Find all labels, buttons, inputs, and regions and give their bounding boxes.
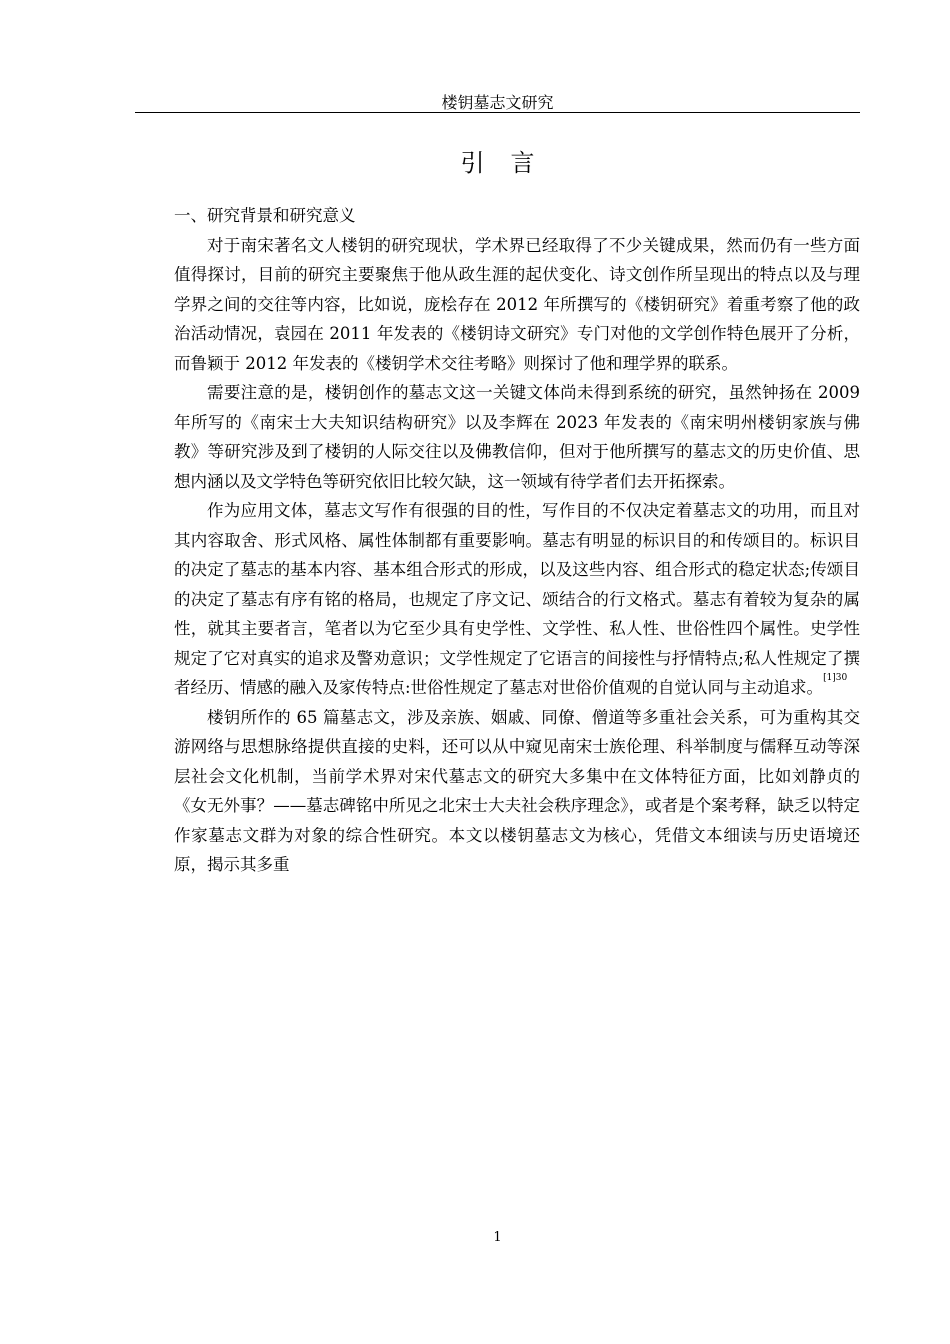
paragraph-3-text: 作为应用文体，墓志文写作有很强的目的性，写作目的不仅决定着墓志文的功用，而且对其内容取舍、形式风格、属性体制都有重要影响。墓志有明显的标识目的和传颂目的。标识目的决定了墓志的基本内容、基本组合形式的形成，以及这些内容、组合形式的稳定状态;传颂目的决定了墓志有序有铭的格局，也规定了序文记、颂结合的行文格式。墓志有着较为复杂的属性，就其主要者言，笔者以为它至少具有史学性、文学性、私人性、世俗性四个属性。史学性规定了它对真实的追求及警劝意识；文学性规定了它语言的间接性与抒情特点;私人性规定了撰者经历、情感的融入及家传特点:世俗性规定了墓志对世俗价值观的自觉认同与主动追求。 xyxy=(174,501,860,697)
body-content xyxy=(174,201,860,880)
paragraph-3 xyxy=(174,496,860,703)
header-rule xyxy=(135,112,860,113)
paragraph-1: 对于南宋著名文人楼钥的研究现状，学术界已经取得了不少关键成果，然而仍有一些方面值得探讨，目前的研究主要聚焦于他从政生涯的起伏变化、诗文创作所呈现出的特点以及与理学界之间的交往等内容，比如说，庞桧存在 2012 年所撰写的《楼钥研究》着重考察了他的政治活动情况，袁园在 2011 年发表的《楼钥诗文研究》专门对他的文学创作特色展开了分析，而鲁颖于 2012 年发表的《楼钥学术交往考略》则探讨了他和理学界的联系。 xyxy=(174,235,860,373)
paragraph-2: 需要注意的是，楼钥创作的墓志文这一关键文体尚未得到系统的研究，虽然钟扬在 2009 年所写的《南宋士大夫知识结构研究》以及李辉在 2023 年发表的《南宋明州楼钥家族与佛教》等研究涉及到了楼钥的人际交往以及佛教信仰，但对于他所撰写的墓志文的历史价值、思想内涵以及文学特色等研究依旧比较欠缺，这一领域有待学者们去开拓探索。 xyxy=(174,383,860,491)
chapter-title-char-1: 引 xyxy=(460,149,485,177)
chapter-title-char-2: 言 xyxy=(510,149,535,177)
paragraph-4: 楼钥所作的 65 篇墓志文，涉及亲族、姻戚、同僚、僧道等多重社会关系，可为重构其交游网络与思想脉络提供直接的史料，还可以从中窥见南宋士族伦理、科举制度与儒释互动等深层社会文化机制，当前学术界对宋代墓志文的研究大多集中在文体特征方面，比如刘静贞的《女无外事？——墓志碑铭中所见之北宋士大夫社会秩序理念》，或者是个案考释，缺乏以特定作家墓志文群为对象的综合性研究。本文以楼钥墓志文为核心，凭借文本细读与历史语境还原，揭示其多重 xyxy=(174,707,860,874)
chapter-title xyxy=(135,148,860,178)
citation-marker: [1]30 xyxy=(823,673,848,683)
page-number: 1 xyxy=(493,1230,502,1245)
section-heading: 一、研究背景和研究意义 xyxy=(174,206,356,225)
running-header: 楼钥墓志文研究 xyxy=(441,93,554,112)
